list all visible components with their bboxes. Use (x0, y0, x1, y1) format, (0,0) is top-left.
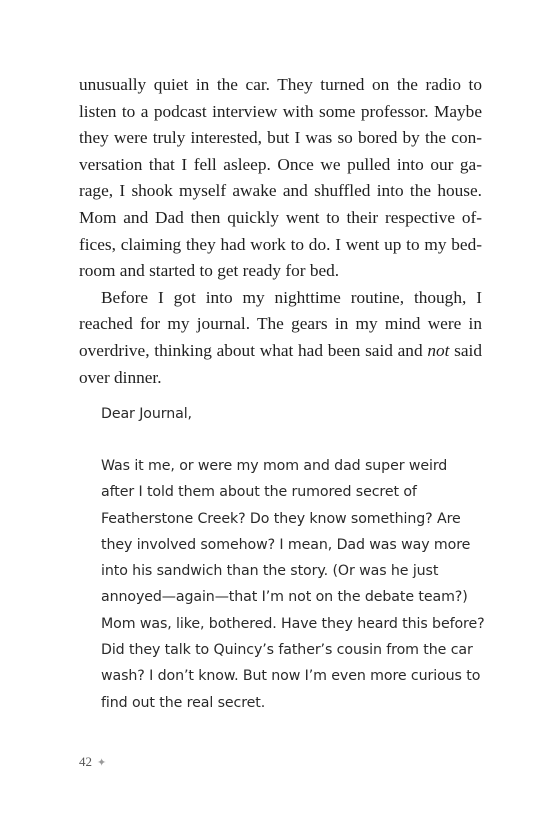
journal-line: Featherstone Creek? Do they know something? Are (101, 510, 461, 527)
journal-body (101, 453, 485, 716)
journal-line: Did they talk to Quincy’s father’s cousin from the car (101, 642, 473, 659)
journal-line: after I told them about the rumored secret of (101, 484, 417, 501)
page-number: 42 (79, 754, 92, 769)
journal-line: Was it me, or were my mom and dad super weird (101, 458, 448, 474)
journal-line: they involved somehow? I mean, Dad was way more (101, 536, 471, 553)
page-footer (79, 754, 106, 770)
paragraph-journal-reach (79, 285, 482, 391)
paragraph-text-start: Before I got into my nighttime routine, though, I reached for my journal. The gears in my mind were in overdrive, thinking about what had been said and (79, 287, 482, 360)
journal-salutation: Dear Journal, (101, 406, 192, 422)
journal-line: wash? I don’t know. But now I’m even more curious to (101, 668, 481, 685)
star-ornament-icon: ✦ (97, 756, 107, 769)
paragraph-car-ride: unusually quiet in the car. They turned on the radio to listen to a podcast interview with some professor. Maybe they were truly interested, but I was so bored by the conversation that I fell asleep. Once we pulled into our garage, I shook myself awake and shuffled into the house. Mom and Dad then quickly went to their respective offices, claiming they had work to do. I went up to my bedroom and started to get ready for bed. (79, 75, 482, 281)
journal-line: into his sandwich than the story. (Or was he just (101, 563, 439, 580)
journal-line: annoyed—again—that I’m not on the debate team?) (101, 589, 468, 606)
journal-line: find out the real secret. (101, 694, 266, 711)
journal-line: Mom was, like, bothered. Have they heard this before? (101, 615, 485, 632)
emphasis-word: not (427, 340, 450, 360)
paragraph-text-end: said over dinner. (79, 340, 482, 387)
narrative-text (79, 72, 482, 391)
